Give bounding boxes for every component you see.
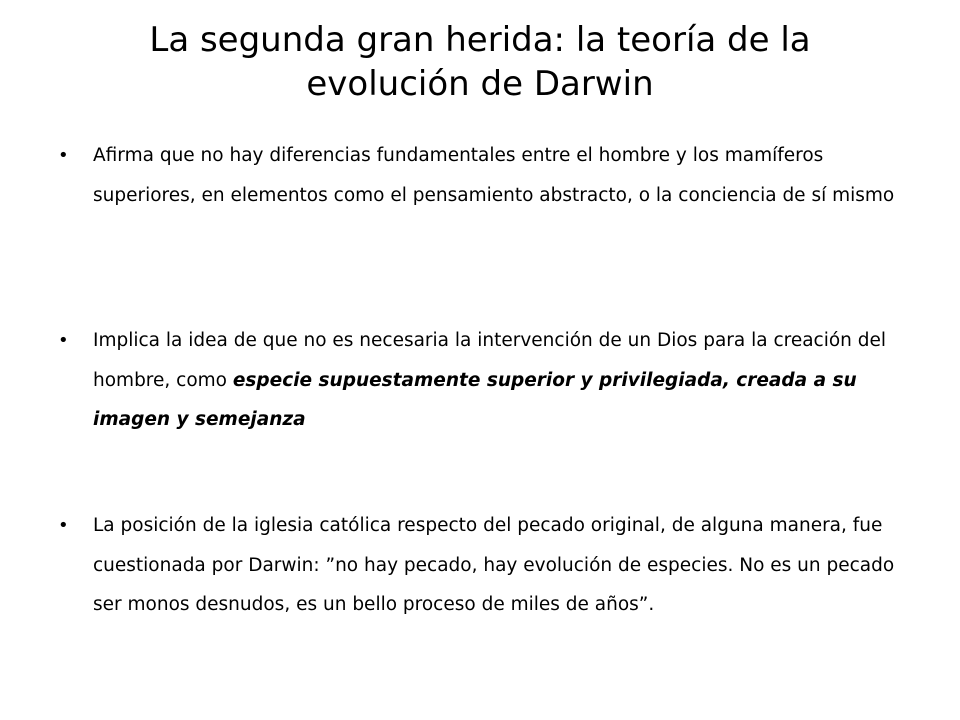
bullet-text-2-plain: Implica la idea de que no es necesaria la intervención de un Dios para la creación del hombre, como bbox=[93, 330, 887, 391]
slide-title bbox=[40, 18, 920, 106]
slide-title-line-2: evolución de Darwin bbox=[306, 64, 654, 104]
bullet-marker: • bbox=[58, 515, 69, 536]
bullet-text-2 bbox=[93, 321, 913, 440]
bullet-marker: • bbox=[58, 145, 69, 166]
bullet-text-3: La posición de la iglesia católica respecto del pecado original, de alguna manera, fue cuestionada por Darwin: ”no hay pecado, hay evolución de especies. No es un pecado ser monos desnudos, es un bello proceso de miles de años”. bbox=[93, 515, 895, 615]
bullet-text-2-emphasis: especie supuestamente superior y privilegiada, creada a su imagen y semejanza bbox=[93, 369, 857, 430]
bullet-text-1: Afirma que no hay diferencias fundamentales entre el hombre y los mamíferos superiores, en elementos como el pensamiento abstracto, o la conciencia de sí mismo bbox=[93, 145, 895, 206]
bullet-marker: • bbox=[58, 330, 69, 351]
slide-title-line-1: La segunda gran herida: la teoría de la bbox=[149, 20, 811, 60]
